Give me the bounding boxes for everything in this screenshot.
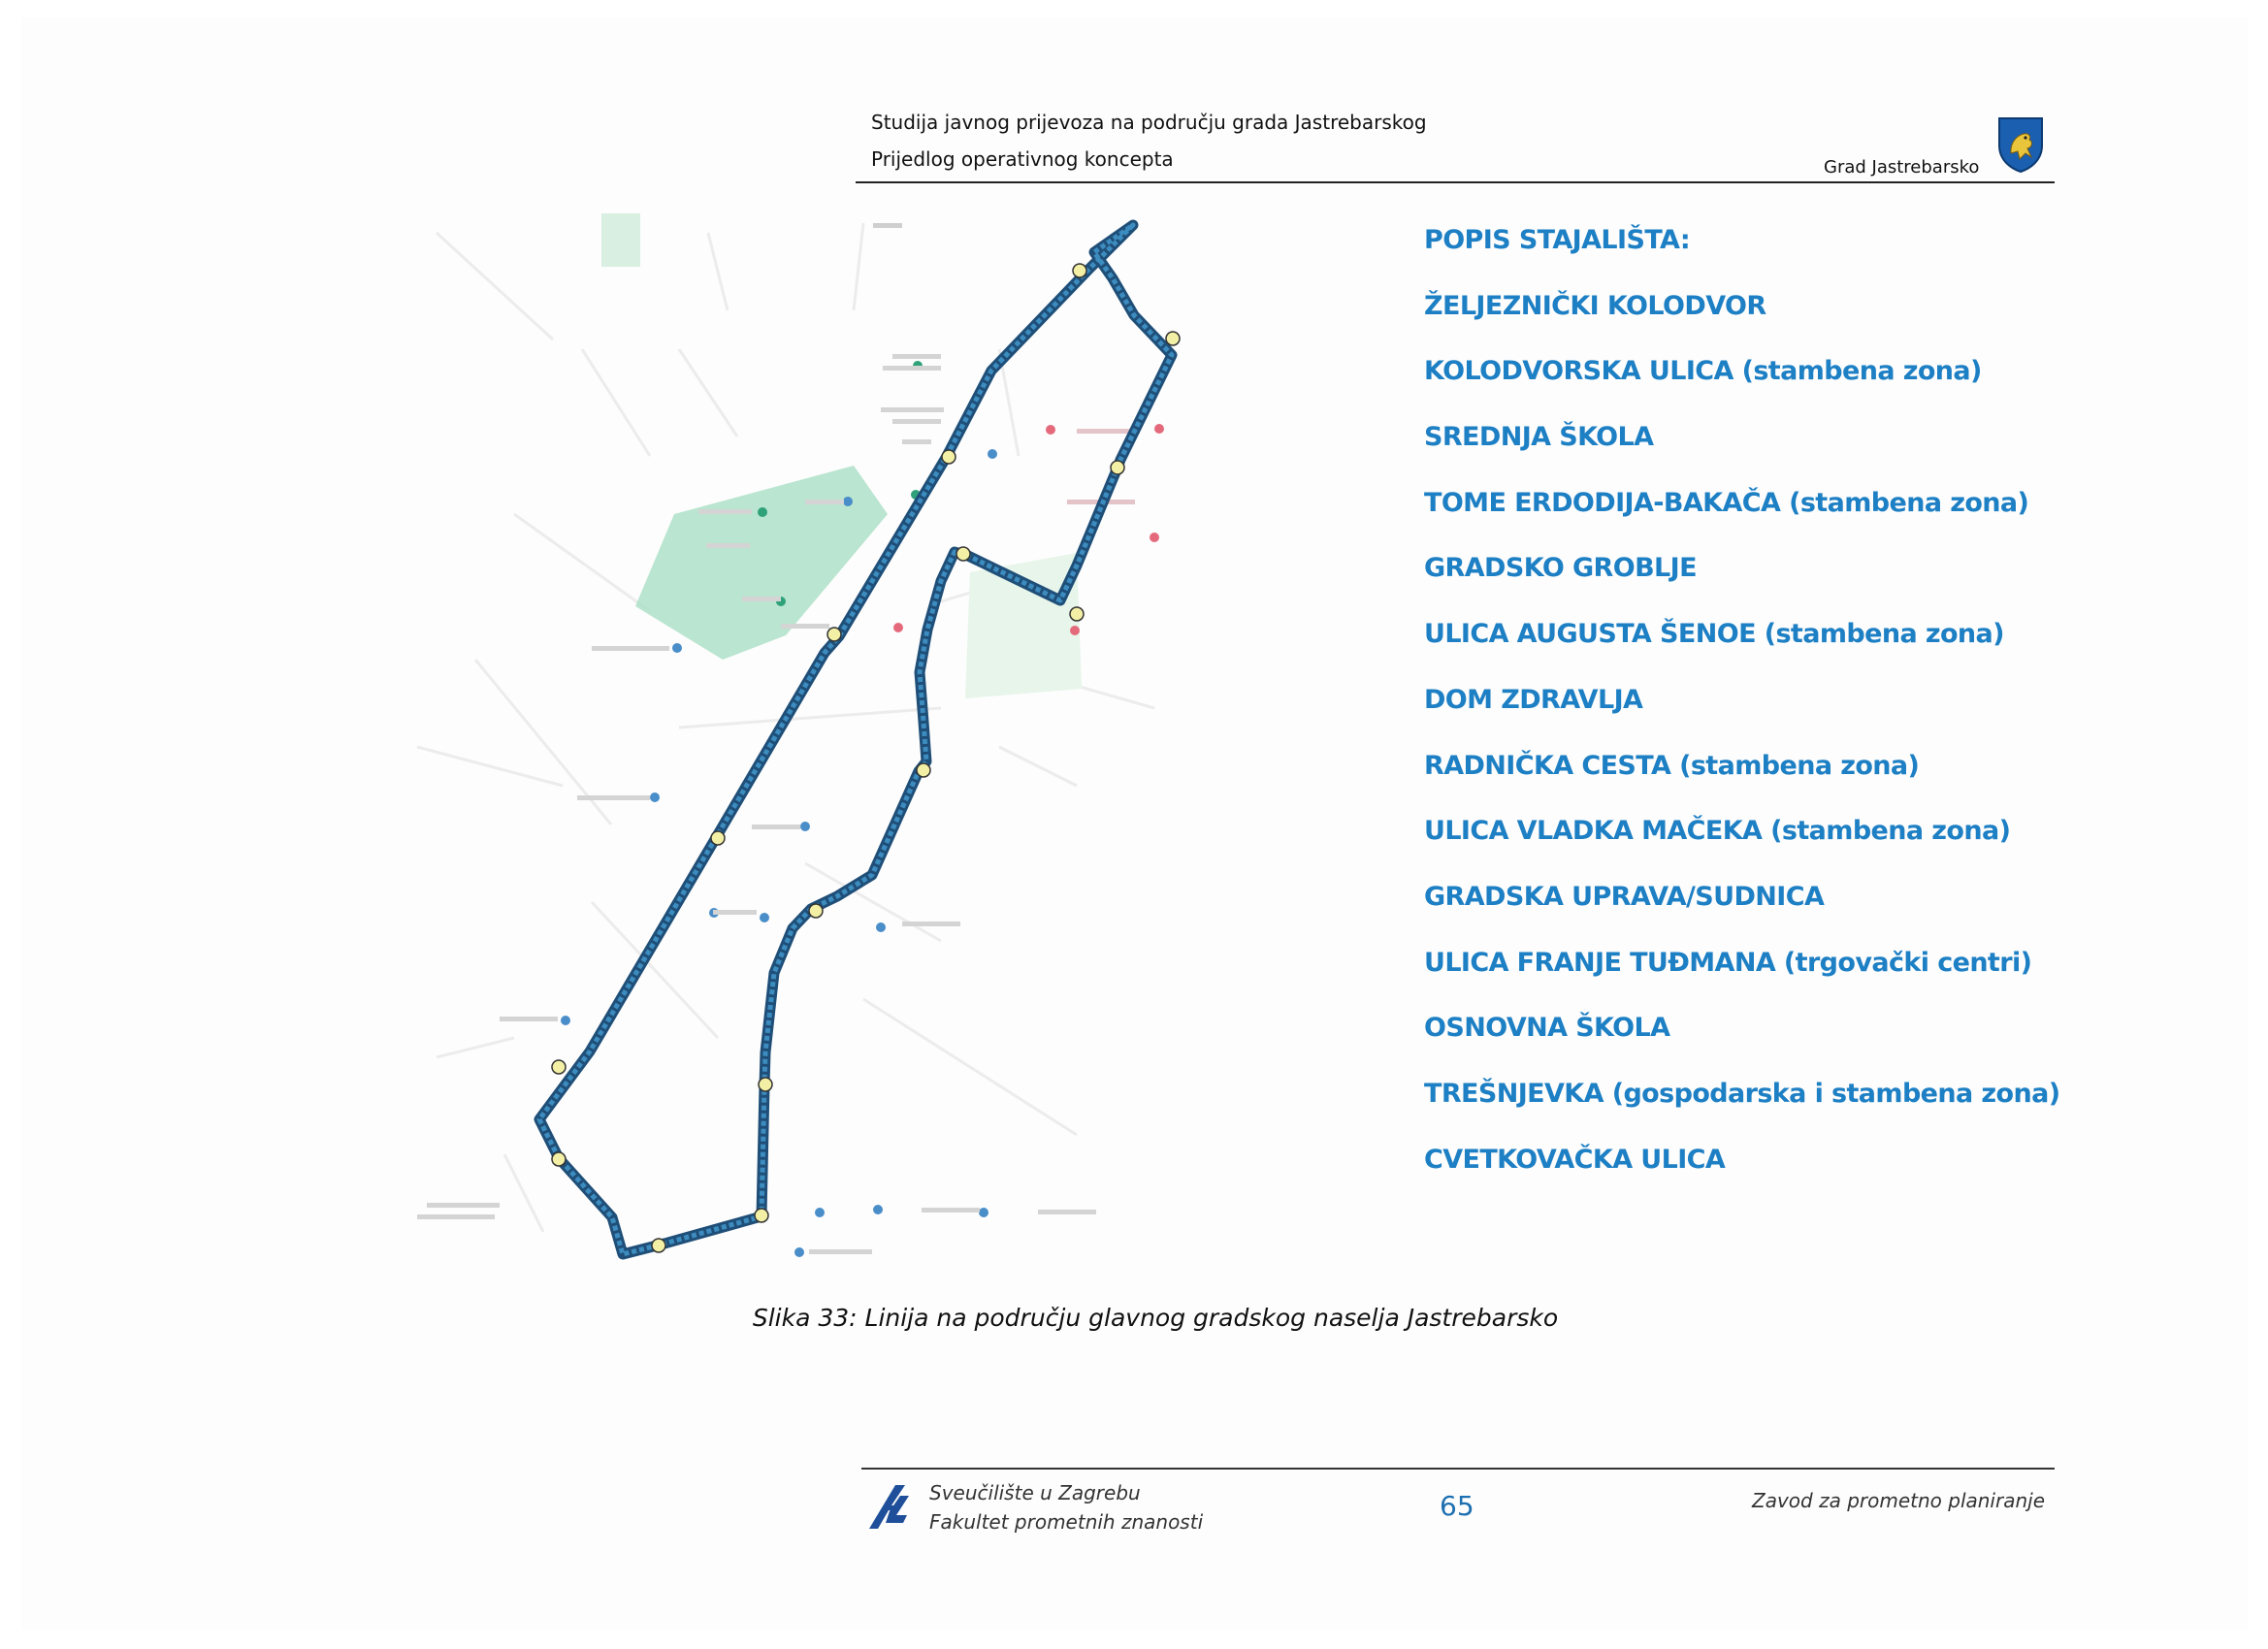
park-area-cemetery <box>965 553 1082 698</box>
footer-rule <box>861 1468 2055 1470</box>
stop-item: ULICA VLADKA MAČEKA (stambena zona) <box>1424 816 2011 847</box>
header-title: Studija javnog prijevoza na području grada Jastrebarskog <box>871 111 1427 134</box>
stop-item: ULICA AUGUSTA ŠENOE (stambena zona) <box>1424 619 2004 650</box>
stop-item: OSNOVNA ŠKOLA <box>1424 1013 1670 1044</box>
header-city: Grad Jastrebarsko <box>1824 157 1980 178</box>
route-stop-markers <box>552 264 1180 1252</box>
stop-item: RADNIČKA CESTA (stambena zona) <box>1424 750 1920 781</box>
figure-caption: Slika 33: Linija na području glavnog gradskog naselja Jastrebarsko <box>752 1304 1559 1332</box>
bus-route-line <box>539 225 1172 1254</box>
header-rule <box>856 181 2055 183</box>
stop-item: ŽELJEZNIČKI KOLODVOR <box>1424 290 1766 321</box>
stop-item: KOLODVORSKA ULICA (stambena zona) <box>1424 356 1982 387</box>
bus-route-outline <box>539 225 1172 1254</box>
page-number: 65 <box>1440 1490 1474 1522</box>
stop-item: GRADSKO GROBLJE <box>1424 553 1697 584</box>
stop-item: GRADSKA UPRAVA/SUDNICA <box>1424 881 1825 912</box>
stop-item: TOME ERDODIJA-BAKAČA (stambena zona) <box>1424 487 2029 518</box>
route-map <box>398 204 1407 1271</box>
park-area-small <box>601 213 640 267</box>
footer-faculty: Fakultet prometnih znanosti <box>929 1510 1204 1534</box>
city-crest-icon <box>1996 116 2045 173</box>
stops-list <box>1424 221 2059 1206</box>
park-area <box>635 466 888 660</box>
stop-item: CVETKOVAČKA ULICA <box>1424 1144 1726 1175</box>
footer-university: Sveučilište u Zagrebu <box>929 1481 1141 1504</box>
stop-item: ULICA FRANJE TUĐMANA (trgovački centri) <box>1424 947 2032 978</box>
stop-item: DOM ZDRAVLJA <box>1424 684 1643 715</box>
stop-item: TREŠNJEVKA (gospodarska i stambena zona) <box>1424 1078 2060 1109</box>
stops-heading: POPIS STAJALIŠTA: <box>1424 225 1691 255</box>
header-subtitle: Prijedlog operativnog koncepta <box>871 147 1174 171</box>
faculty-logo-icon <box>866 1482 913 1533</box>
footer-institute: Zavod za prometno planiranje <box>1752 1489 2046 1512</box>
stop-item: SREDNJA ŠKOLA <box>1424 422 1654 453</box>
